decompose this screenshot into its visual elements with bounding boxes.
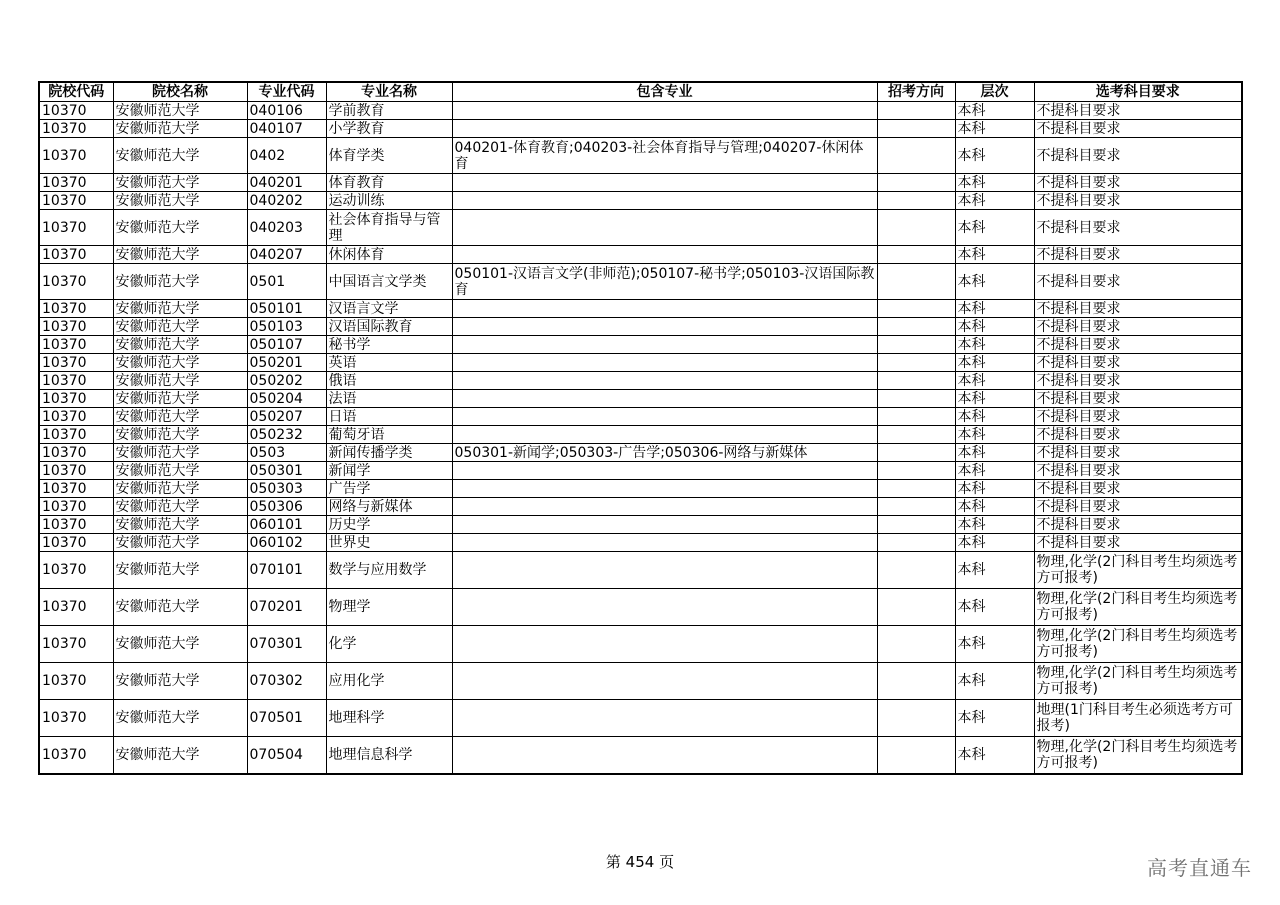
cell-school-name: 安徽师范大学 — [113, 390, 247, 408]
cell-school-name: 安徽师范大学 — [113, 408, 247, 426]
cell-school-name: 安徽师范大学 — [113, 700, 247, 737]
cell-direction — [877, 498, 955, 516]
cell-level: 本科 — [955, 552, 1034, 589]
header-level: 层次 — [955, 82, 1034, 102]
cell-school-code: 10370 — [39, 120, 113, 138]
table-row — [39, 300, 1242, 318]
cell-school-code: 10370 — [39, 192, 113, 210]
cell-major-name: 汉语言文学 — [326, 300, 452, 318]
cell-direction — [877, 336, 955, 354]
table-row — [39, 246, 1242, 264]
cell-included-majors — [452, 336, 877, 354]
cell-subject-requirement: 不提科目要求 — [1034, 498, 1242, 516]
cell-school-code: 10370 — [39, 354, 113, 372]
cell-major-name: 历史学 — [326, 516, 452, 534]
cell-major-name: 新闻学 — [326, 462, 452, 480]
cell-direction — [877, 390, 955, 408]
cell-included-majors — [452, 102, 877, 120]
cell-subject-requirement: 不提科目要求 — [1034, 102, 1242, 120]
table-row — [39, 120, 1242, 138]
cell-school-name: 安徽师范大学 — [113, 120, 247, 138]
cell-level: 本科 — [955, 246, 1034, 264]
cell-school-code: 10370 — [39, 390, 113, 408]
table-row — [39, 426, 1242, 444]
cell-level: 本科 — [955, 102, 1034, 120]
cell-direction — [877, 174, 955, 192]
cell-direction — [877, 700, 955, 737]
cell-included-majors — [452, 737, 877, 775]
cell-included-majors — [452, 462, 877, 480]
table-row — [39, 318, 1242, 336]
cell-level: 本科 — [955, 192, 1034, 210]
cell-major-code: 040107 — [247, 120, 326, 138]
cell-major-name: 中国语言文学类 — [326, 264, 452, 300]
cell-level: 本科 — [955, 318, 1034, 336]
cell-school-code: 10370 — [39, 372, 113, 390]
watermark-logo: 高考直通车 — [1147, 856, 1252, 880]
cell-included-majors — [452, 663, 877, 700]
cell-direction — [877, 192, 955, 210]
cell-subject-requirement: 不提科目要求 — [1034, 264, 1242, 300]
cell-direction — [877, 444, 955, 462]
cell-included-majors — [452, 516, 877, 534]
cell-subject-requirement: 不提科目要求 — [1034, 444, 1242, 462]
cell-major-code: 040202 — [247, 192, 326, 210]
cell-direction — [877, 408, 955, 426]
cell-school-code: 10370 — [39, 663, 113, 700]
cell-subject-requirement: 不提科目要求 — [1034, 426, 1242, 444]
cell-school-name: 安徽师范大学 — [113, 210, 247, 246]
cell-school-name: 安徽师范大学 — [113, 663, 247, 700]
cell-subject-requirement: 不提科目要求 — [1034, 480, 1242, 498]
cell-major-code: 070201 — [247, 589, 326, 626]
cell-school-name: 安徽师范大学 — [113, 174, 247, 192]
cell-major-name: 广告学 — [326, 480, 452, 498]
table-row — [39, 174, 1242, 192]
cell-major-code: 050107 — [247, 336, 326, 354]
header-major-name: 专业名称 — [326, 82, 452, 102]
table-row — [39, 498, 1242, 516]
cell-school-name: 安徽师范大学 — [113, 737, 247, 775]
cell-level: 本科 — [955, 498, 1034, 516]
cell-subject-requirement: 不提科目要求 — [1034, 192, 1242, 210]
cell-school-code: 10370 — [39, 336, 113, 354]
table-row — [39, 264, 1242, 300]
cell-school-code: 10370 — [39, 444, 113, 462]
cell-included-majors — [452, 589, 877, 626]
cell-included-majors: 050301-新闻学;050303-广告学;050306-网络与新媒体 — [452, 444, 877, 462]
cell-level: 本科 — [955, 138, 1034, 174]
cell-major-name: 小学教育 — [326, 120, 452, 138]
cell-included-majors — [452, 534, 877, 552]
cell-school-name: 安徽师范大学 — [113, 246, 247, 264]
cell-major-code: 040207 — [247, 246, 326, 264]
cell-school-name: 安徽师范大学 — [113, 318, 247, 336]
cell-school-code: 10370 — [39, 700, 113, 737]
cell-major-name: 网络与新媒体 — [326, 498, 452, 516]
header-major-code: 专业代码 — [247, 82, 326, 102]
cell-direction — [877, 552, 955, 589]
cell-included-majors — [452, 426, 877, 444]
cell-level: 本科 — [955, 354, 1034, 372]
cell-school-name: 安徽师范大学 — [113, 480, 247, 498]
table-row — [39, 354, 1242, 372]
cell-school-code: 10370 — [39, 626, 113, 663]
cell-subject-requirement: 地理(1门科目考生必须选考方可报考) — [1034, 700, 1242, 737]
cell-school-name: 安徽师范大学 — [113, 426, 247, 444]
page-number: 第 454 页 — [605, 853, 675, 871]
cell-included-majors — [452, 552, 877, 589]
cell-major-code: 050201 — [247, 354, 326, 372]
cell-direction — [877, 300, 955, 318]
cell-subject-requirement: 不提科目要求 — [1034, 300, 1242, 318]
cell-direction — [877, 737, 955, 775]
cell-included-majors — [452, 210, 877, 246]
cell-subject-requirement: 不提科目要求 — [1034, 336, 1242, 354]
cell-subject-requirement: 物理,化学(2门科目考生均须选考方可报考) — [1034, 589, 1242, 626]
table-row — [39, 444, 1242, 462]
cell-direction — [877, 264, 955, 300]
cell-level: 本科 — [955, 426, 1034, 444]
cell-school-code: 10370 — [39, 264, 113, 300]
cell-major-code: 070301 — [247, 626, 326, 663]
cell-subject-requirement: 不提科目要求 — [1034, 372, 1242, 390]
cell-major-code: 070504 — [247, 737, 326, 775]
cell-major-code: 070101 — [247, 552, 326, 589]
cell-school-name: 安徽师范大学 — [113, 264, 247, 300]
cell-included-majors — [452, 372, 877, 390]
cell-major-code: 040203 — [247, 210, 326, 246]
cell-major-name: 物理学 — [326, 589, 452, 626]
cell-school-name: 安徽师范大学 — [113, 300, 247, 318]
cell-level: 本科 — [955, 336, 1034, 354]
cell-subject-requirement: 不提科目要求 — [1034, 516, 1242, 534]
cell-major-code: 050204 — [247, 390, 326, 408]
cell-major-name: 休闲体育 — [326, 246, 452, 264]
cell-school-name: 安徽师范大学 — [113, 192, 247, 210]
cell-school-code: 10370 — [39, 462, 113, 480]
cell-school-name: 安徽师范大学 — [113, 534, 247, 552]
table-row — [39, 534, 1242, 552]
table-row — [39, 663, 1242, 700]
cell-major-code: 0501 — [247, 264, 326, 300]
cell-major-code: 050301 — [247, 462, 326, 480]
cell-major-name: 汉语国际教育 — [326, 318, 452, 336]
cell-major-name: 地理信息科学 — [326, 737, 452, 775]
cell-school-code: 10370 — [39, 300, 113, 318]
cell-major-code: 040201 — [247, 174, 326, 192]
cell-included-majors — [452, 626, 877, 663]
cell-school-name: 安徽师范大学 — [113, 138, 247, 174]
cell-level: 本科 — [955, 737, 1034, 775]
cell-included-majors — [452, 120, 877, 138]
cell-major-code: 060102 — [247, 534, 326, 552]
table-row — [39, 552, 1242, 589]
cell-school-code: 10370 — [39, 480, 113, 498]
cell-included-majors — [452, 318, 877, 336]
cell-direction — [877, 138, 955, 174]
cell-direction — [877, 626, 955, 663]
cell-major-name: 学前教育 — [326, 102, 452, 120]
cell-school-name: 安徽师范大学 — [113, 589, 247, 626]
cell-major-name: 地理科学 — [326, 700, 452, 737]
cell-subject-requirement: 不提科目要求 — [1034, 390, 1242, 408]
cell-level: 本科 — [955, 264, 1034, 300]
header-row — [39, 82, 1242, 102]
table-row — [39, 210, 1242, 246]
cell-included-majors — [452, 300, 877, 318]
table-row — [39, 390, 1242, 408]
cell-included-majors — [452, 174, 877, 192]
cell-major-name: 应用化学 — [326, 663, 452, 700]
cell-subject-requirement: 不提科目要求 — [1034, 408, 1242, 426]
cell-included-majors: 040201-体育教育;040203-社会体育指导与管理;040207-休闲体育 — [452, 138, 877, 174]
header-school-name: 院校名称 — [113, 82, 247, 102]
cell-level: 本科 — [955, 589, 1034, 626]
cell-school-name: 安徽师范大学 — [113, 444, 247, 462]
cell-major-code: 050207 — [247, 408, 326, 426]
cell-level: 本科 — [955, 534, 1034, 552]
cell-school-code: 10370 — [39, 408, 113, 426]
cell-level: 本科 — [955, 663, 1034, 700]
cell-major-name: 日语 — [326, 408, 452, 426]
header-included-majors: 包含专业 — [452, 82, 877, 102]
cell-major-code: 050101 — [247, 300, 326, 318]
header-school-code: 院校代码 — [39, 82, 113, 102]
cell-included-majors — [452, 700, 877, 737]
cell-major-name: 社会体育指导与管理 — [326, 210, 452, 246]
cell-school-code: 10370 — [39, 102, 113, 120]
cell-direction — [877, 120, 955, 138]
table-row — [39, 192, 1242, 210]
cell-subject-requirement: 不提科目要求 — [1034, 120, 1242, 138]
cell-direction — [877, 372, 955, 390]
cell-direction — [877, 102, 955, 120]
cell-school-code: 10370 — [39, 589, 113, 626]
cell-school-name: 安徽师范大学 — [113, 626, 247, 663]
cell-major-code: 0503 — [247, 444, 326, 462]
cell-included-majors: 050101-汉语言文学(非师范);050107-秘书学;050103-汉语国际教育 — [452, 264, 877, 300]
cell-major-name: 体育教育 — [326, 174, 452, 192]
cell-level: 本科 — [955, 444, 1034, 462]
header-direction: 招考方向 — [877, 82, 955, 102]
cell-included-majors — [452, 246, 877, 264]
table-row — [39, 626, 1242, 663]
cell-school-name: 安徽师范大学 — [113, 102, 247, 120]
table-row — [39, 102, 1242, 120]
cell-major-code: 050103 — [247, 318, 326, 336]
cell-major-code: 070302 — [247, 663, 326, 700]
cell-level: 本科 — [955, 372, 1034, 390]
cell-included-majors — [452, 354, 877, 372]
cell-school-code: 10370 — [39, 174, 113, 192]
cell-level: 本科 — [955, 174, 1034, 192]
admission-table — [38, 81, 1243, 775]
cell-level: 本科 — [955, 390, 1034, 408]
cell-subject-requirement: 物理,化学(2门科目考生均须选考方可报考) — [1034, 626, 1242, 663]
cell-school-code: 10370 — [39, 516, 113, 534]
cell-major-name: 体育学类 — [326, 138, 452, 174]
cell-direction — [877, 210, 955, 246]
cell-included-majors — [452, 408, 877, 426]
table-row — [39, 589, 1242, 626]
cell-level: 本科 — [955, 120, 1034, 138]
cell-major-name: 数学与应用数学 — [326, 552, 452, 589]
cell-school-code: 10370 — [39, 246, 113, 264]
table-row — [39, 372, 1242, 390]
cell-major-code: 050306 — [247, 498, 326, 516]
table-body — [39, 102, 1242, 775]
cell-direction — [877, 318, 955, 336]
cell-subject-requirement: 物理,化学(2门科目考生均须选考方可报考) — [1034, 663, 1242, 700]
table-row — [39, 480, 1242, 498]
cell-direction — [877, 246, 955, 264]
cell-level: 本科 — [955, 300, 1034, 318]
cell-major-name: 运动训练 — [326, 192, 452, 210]
cell-subject-requirement: 不提科目要求 — [1034, 354, 1242, 372]
table-row — [39, 408, 1242, 426]
cell-school-name: 安徽师范大学 — [113, 372, 247, 390]
cell-included-majors — [452, 480, 877, 498]
cell-subject-requirement: 不提科目要求 — [1034, 138, 1242, 174]
cell-level: 本科 — [955, 210, 1034, 246]
cell-school-code: 10370 — [39, 498, 113, 516]
cell-school-code: 10370 — [39, 534, 113, 552]
cell-subject-requirement: 不提科目要求 — [1034, 246, 1242, 264]
cell-direction — [877, 480, 955, 498]
cell-direction — [877, 426, 955, 444]
cell-school-name: 安徽师范大学 — [113, 462, 247, 480]
cell-school-code: 10370 — [39, 737, 113, 775]
cell-level: 本科 — [955, 480, 1034, 498]
cell-level: 本科 — [955, 700, 1034, 737]
cell-major-code: 060101 — [247, 516, 326, 534]
cell-direction — [877, 589, 955, 626]
cell-major-code: 050303 — [247, 480, 326, 498]
cell-major-name: 法语 — [326, 390, 452, 408]
cell-subject-requirement: 不提科目要求 — [1034, 174, 1242, 192]
cell-school-name: 安徽师范大学 — [113, 498, 247, 516]
cell-school-code: 10370 — [39, 552, 113, 589]
cell-subject-requirement: 不提科目要求 — [1034, 462, 1242, 480]
cell-subject-requirement: 不提科目要求 — [1034, 210, 1242, 246]
table-row — [39, 516, 1242, 534]
cell-major-code: 0402 — [247, 138, 326, 174]
cell-subject-requirement: 不提科目要求 — [1034, 318, 1242, 336]
header-subject-requirement: 选考科目要求 — [1034, 82, 1242, 102]
cell-major-name: 葡萄牙语 — [326, 426, 452, 444]
table-row — [39, 462, 1242, 480]
cell-level: 本科 — [955, 626, 1034, 663]
cell-major-code: 050202 — [247, 372, 326, 390]
cell-school-name: 安徽师范大学 — [113, 354, 247, 372]
cell-school-name: 安徽师范大学 — [113, 552, 247, 589]
cell-level: 本科 — [955, 408, 1034, 426]
cell-direction — [877, 462, 955, 480]
cell-included-majors — [452, 390, 877, 408]
cell-direction — [877, 516, 955, 534]
table-row — [39, 737, 1242, 775]
cell-included-majors — [452, 192, 877, 210]
cell-direction — [877, 354, 955, 372]
cell-major-name: 英语 — [326, 354, 452, 372]
cell-level: 本科 — [955, 516, 1034, 534]
cell-major-name: 新闻传播学类 — [326, 444, 452, 462]
cell-major-code: 050232 — [247, 426, 326, 444]
cell-school-code: 10370 — [39, 210, 113, 246]
cell-included-majors — [452, 498, 877, 516]
table-row — [39, 336, 1242, 354]
cell-subject-requirement: 不提科目要求 — [1034, 534, 1242, 552]
cell-school-name: 安徽师范大学 — [113, 336, 247, 354]
cell-school-name: 安徽师范大学 — [113, 516, 247, 534]
cell-major-name: 化学 — [326, 626, 452, 663]
table-row — [39, 138, 1242, 174]
cell-direction — [877, 534, 955, 552]
cell-school-code: 10370 — [39, 426, 113, 444]
cell-major-name: 世界史 — [326, 534, 452, 552]
cell-subject-requirement: 物理,化学(2门科目考生均须选考方可报考) — [1034, 737, 1242, 775]
cell-major-code: 040106 — [247, 102, 326, 120]
cell-direction — [877, 663, 955, 700]
cell-major-name: 俄语 — [326, 372, 452, 390]
cell-school-code: 10370 — [39, 318, 113, 336]
cell-subject-requirement: 物理,化学(2门科目考生均须选考方可报考) — [1034, 552, 1242, 589]
cell-school-code: 10370 — [39, 138, 113, 174]
cell-major-name: 秘书学 — [326, 336, 452, 354]
cell-major-code: 070501 — [247, 700, 326, 737]
table-row — [39, 700, 1242, 737]
cell-level: 本科 — [955, 462, 1034, 480]
